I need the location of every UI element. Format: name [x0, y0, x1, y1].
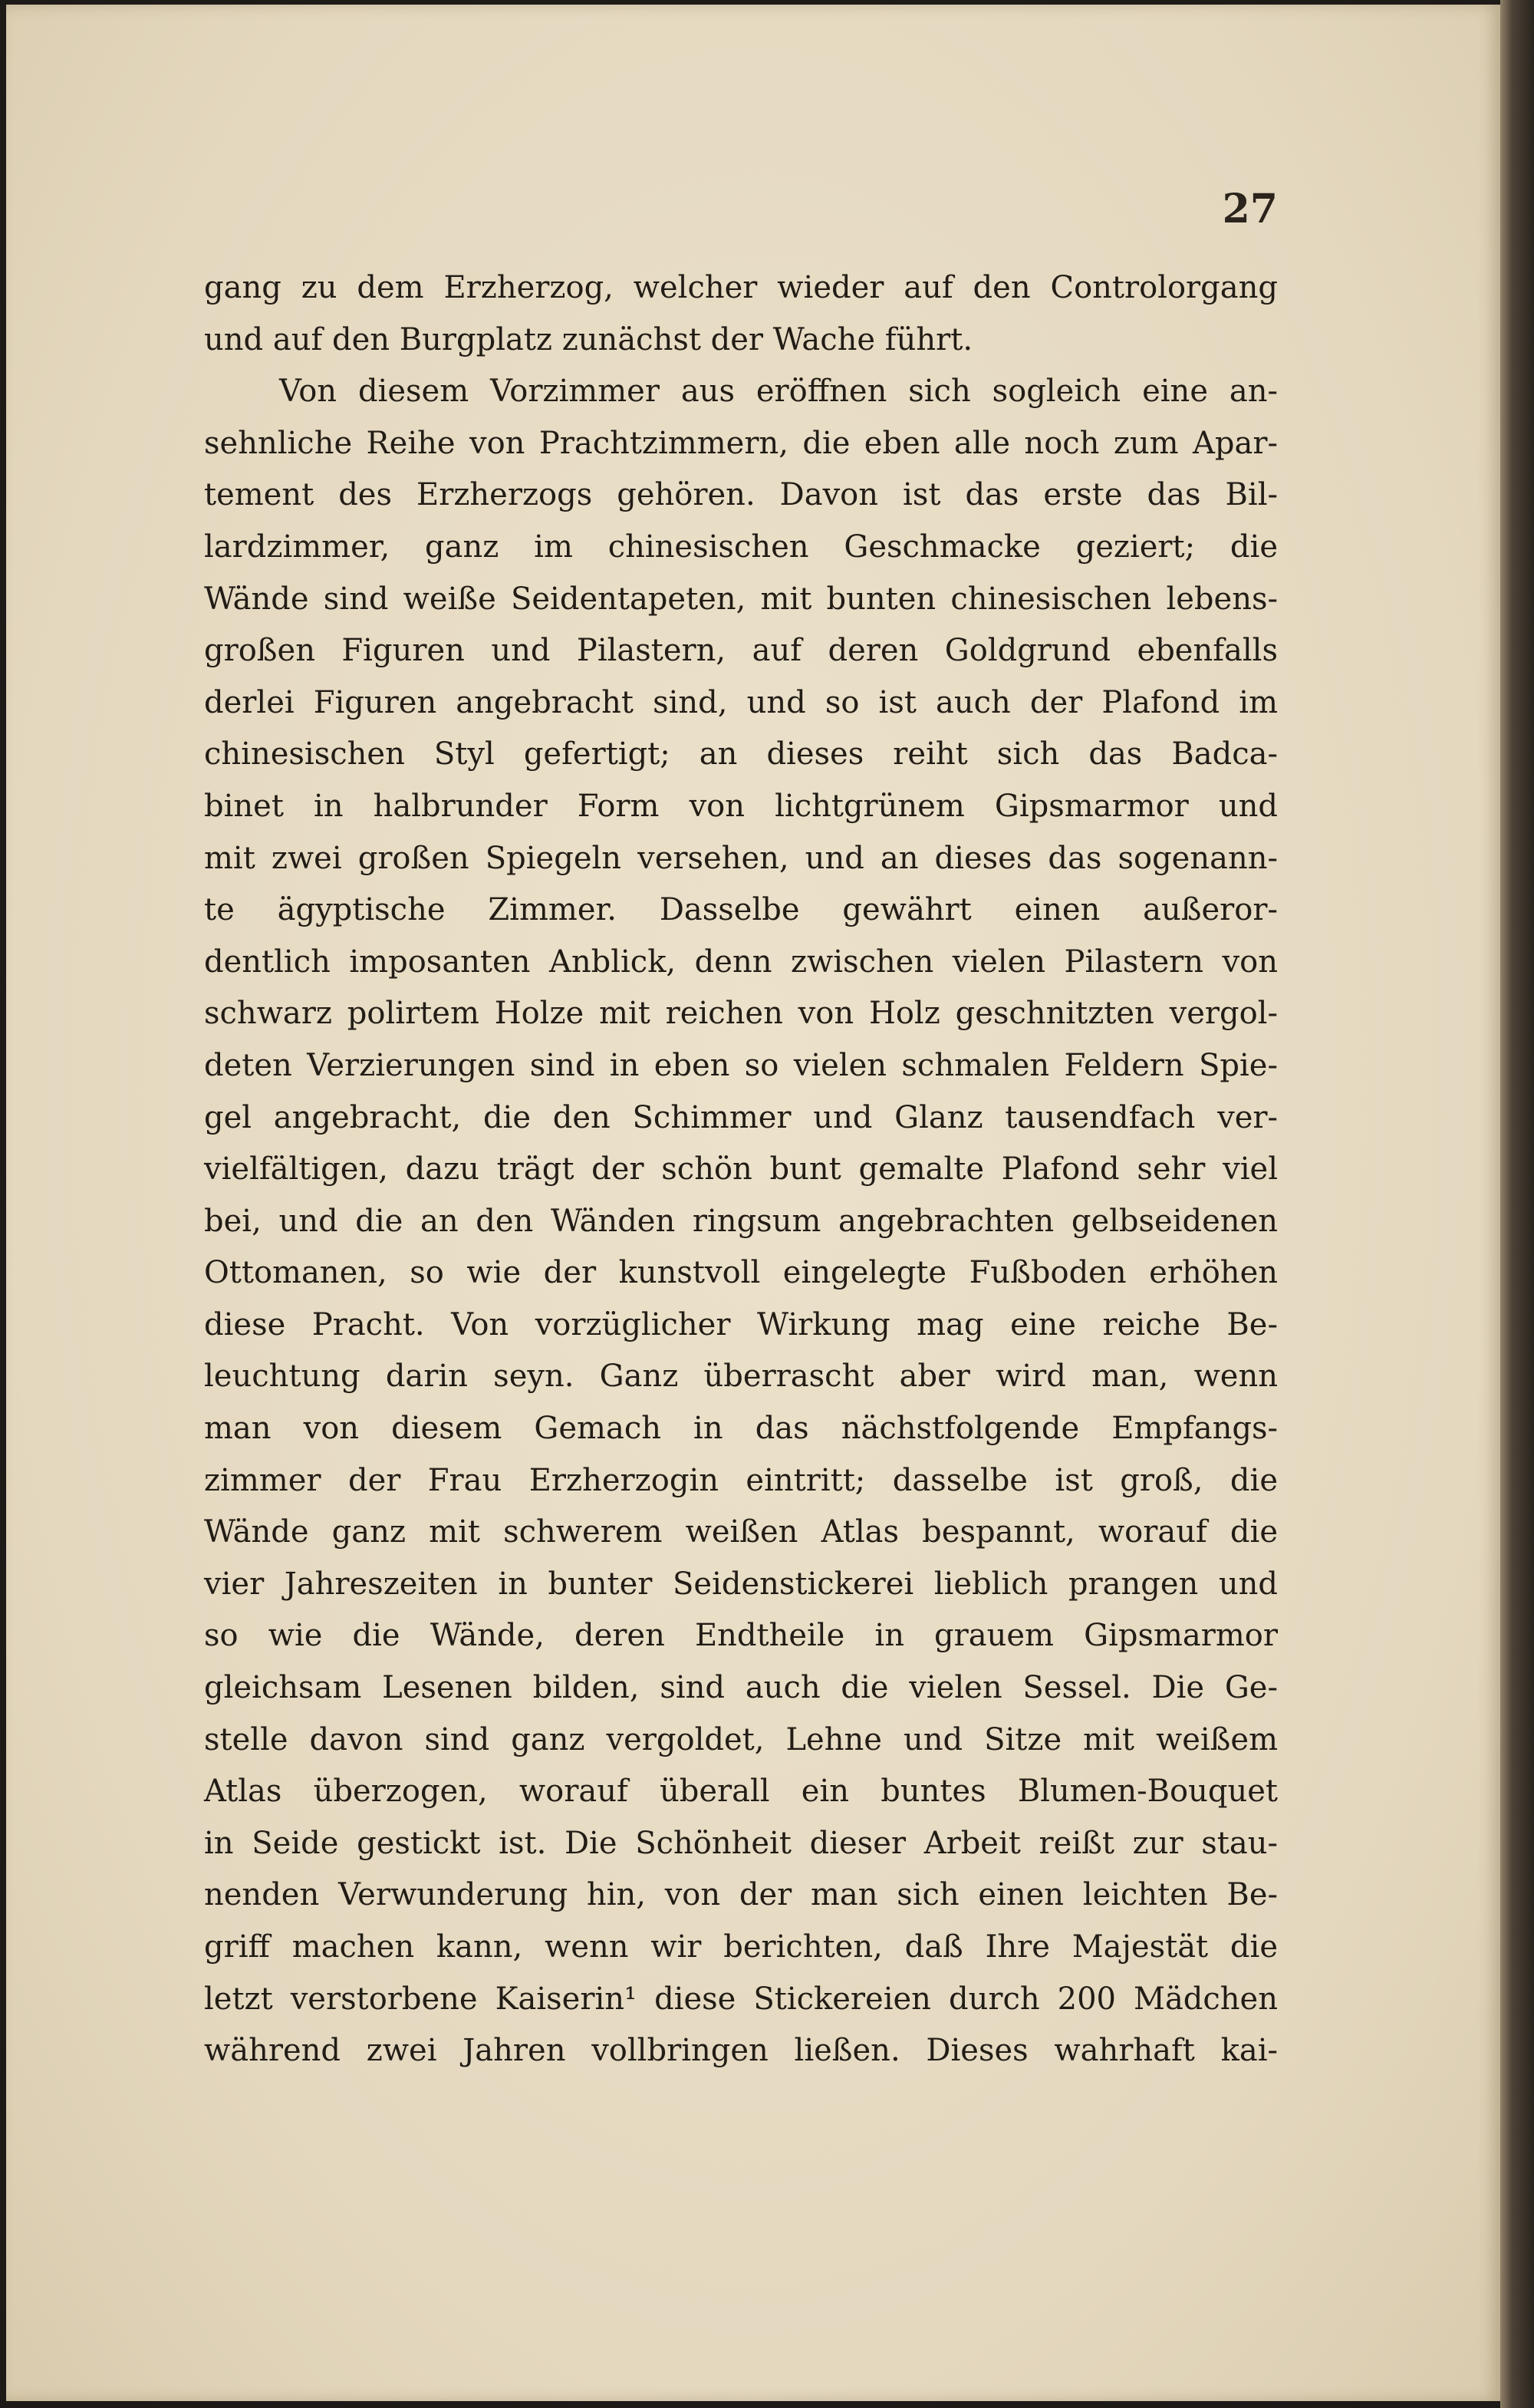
text-line: griff machen kann, wenn wir berichten, daß Ihre Majestät die [204, 1929, 1278, 1965]
text-line: nenden Verwunderung hin, von der man sich einen leichten Be- [204, 1877, 1278, 1913]
text-line: deten Verzierungen sind in eben so vielen schmalen Feldern Spie- [204, 1047, 1278, 1083]
text-line: vier Jahreszeiten in bunter Seidenstickerei lieblich prangen und [204, 1566, 1278, 1602]
text-line: tement des Erzherzogs gehören. Davon ist das erste das Bil- [204, 477, 1278, 513]
body-text [204, 262, 1278, 2077]
text-line: in Seide gestickt ist. Die Schönheit dieser Arbeit reißt zur stau- [204, 1825, 1278, 1861]
text-line: Ottomanen, so wie der kunstvoll eingelegte Fußboden erhöhen [204, 1255, 1278, 1291]
text-line: man von diesem Gemach in das nächstfolgende Empfangs- [204, 1411, 1278, 1447]
text-line: gel angebracht, die den Schimmer und Glanz tausendfach ver- [204, 1099, 1278, 1135]
text-line: so wie die Wände, deren Endtheile in grauem Gipsmarmor [204, 1618, 1278, 1654]
text-line: te ägyptische Zimmer. Dasselbe gewährt einen außeror- [204, 892, 1278, 928]
book-spine-edge [1500, 0, 1534, 2408]
text-line: Wände ganz mit schwerem weißen Atlas bespannt, worauf die [204, 1514, 1278, 1550]
text-line: leuchtung darin seyn. Ganz überrascht aber wird man, wenn [204, 1359, 1278, 1395]
book-page [6, 5, 1500, 2401]
text-line: diese Pracht. Von vorzüglicher Wirkung mag eine reiche Be- [204, 1306, 1278, 1342]
text-line: letzt verstorbene Kaiserin¹ diese Stickereien durch 200 Mädchen [204, 1981, 1278, 2017]
text-line: chinesischen Styl gefertigt; an dieses reiht sich das Badca- [204, 736, 1278, 772]
text-line: schwarz polirtem Holze mit reichen von Holz geschnitzten vergol- [204, 996, 1278, 1032]
text-line: Wände sind weiße Seidentapeten, mit bunten chinesischen lebens- [204, 581, 1278, 617]
text-line: dentlich imposanten Anblick, denn zwischen vielen Pilastern von [204, 944, 1278, 980]
text-line: während zwei Jahren vollbringen ließen. Dieses wahrhaft kai- [204, 2033, 1278, 2069]
text-line: vielfältigen, dazu trägt der schön bunt gemalte Plafond sehr viel [204, 1151, 1278, 1188]
text-line: gleichsam Lesenen bilden, sind auch die vielen Sessel. Die Ge- [204, 1670, 1278, 1706]
text-line: sehnliche Reihe von Prachtzimmern, die eben alle noch zum Apar- [204, 425, 1278, 461]
page-number: 27 [1222, 186, 1278, 232]
text-line: stelle davon sind ganz vergoldet, Lehne und Sitze mit weißem [204, 1721, 1278, 1757]
text-line: großen Figuren und Pilastern, auf deren Goldgrund ebenfalls [204, 633, 1278, 669]
text-line: gang zu dem Erzherzog, welcher wieder auf den Controlorgang [204, 270, 1278, 305]
text-line: zimmer der Frau Erzherzogin eintritt; dasselbe ist groß, die [204, 1462, 1278, 1498]
text-line: bei, und die an den Wänden ringsum angebrachten gelbseidenen [204, 1203, 1278, 1239]
text-line: Von diesem Vorzimmer aus eröffnen sich sogleich eine an- [279, 374, 1278, 410]
text-line: derlei Figuren angebracht sind, und so ist auch der Plafond im [204, 684, 1278, 720]
text-line: lardzimmer, ganz im chinesischen Geschmacke geziert; die [204, 529, 1278, 565]
text-line: Atlas überzogen, worauf überall ein buntes Blumen-Bouquet [204, 1774, 1278, 1810]
text-line: binet in halbrunder Form von lichtgrünem Gipsmarmor und [204, 788, 1278, 824]
text-line: und auf den Burgplatz zunächst der Wache führt. [204, 321, 973, 357]
text-line: mit zwei großen Spiegeln versehen, und an dieses das sogenann- [204, 840, 1278, 876]
